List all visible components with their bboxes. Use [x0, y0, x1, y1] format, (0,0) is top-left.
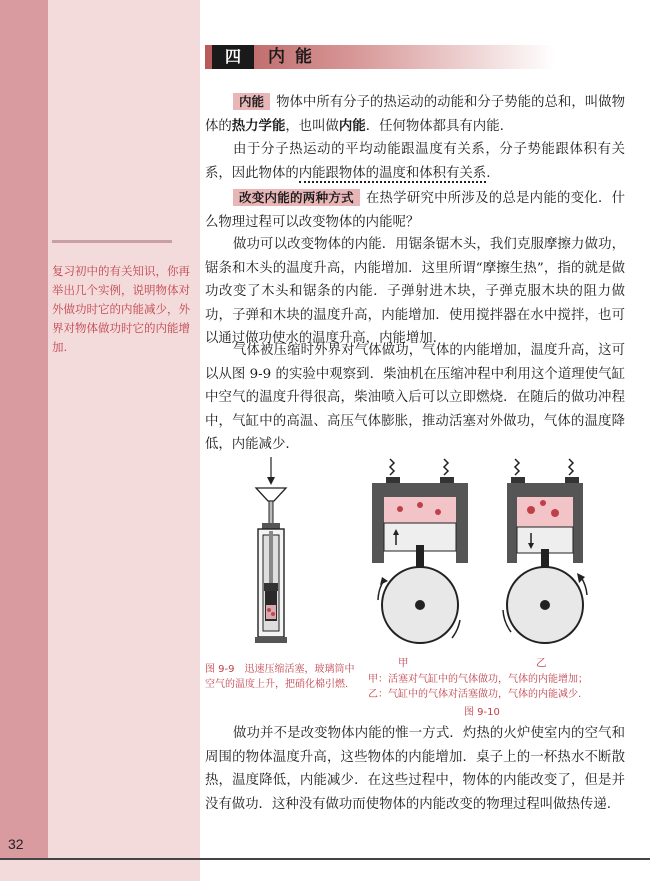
- figure-9-10-label: 图 9-10: [464, 707, 500, 718]
- paragraph-two-ways: 改变内能的两种方式 在热学研究中所涉及的总是内能的变化．什么物理过程可以改变物体的内能呢？: [205, 190, 625, 230]
- term-thermodynamic-energy: 热力学能: [231, 117, 286, 134]
- keyword-internal-energy: 内能: [233, 93, 270, 110]
- emphasized-statement: 内能跟物体的温度和体积有关系: [298, 165, 487, 181]
- paragraph-heat-transfer: 做功并不是改变物体内能的惟一方式．灼热的火炉使室内的空气和周围的物体温度升高，这些物体的内能增加．桌子上的一杯热水不断散热，温度降低，内能减少．在这些过程中，物体的内能改变了，但是并没有做功．这种没有做功而使物体的内能改变的物理过程叫做热传递.: [205, 726, 625, 812]
- figure-9-10-caption-2: 乙：气缸中的气体对活塞做功，气体的内能减少.: [368, 689, 582, 700]
- sidebar-rule: [52, 240, 172, 243]
- page-edge-band: [0, 0, 48, 860]
- label-yi: 乙: [536, 657, 547, 669]
- paragraph-work: 做功可以改变物体的内能．用锯条锯木头，我们克服摩擦力做功，锯条和木头的温度升高，内能增加．这里所谓“摩擦生热”，指的就是做功改变了木头和锯条的内能．子弹射进木块，子弹克服木块的阻力做功，子弹和木块的温度升高，内能增加．使用搅拌器在水中搅拌，也可以通过做功使水的温度升高，内能增加.: [205, 237, 625, 346]
- paragraph-compression: 气体被压缩时外界对气体做功，气体的内能增加，温度升高，这可以从图 9-9 的实验中观察到．柴油机在压缩冲程中利用这个道理使气缸中空气的温度升得很高，柴油喷入后可以立即燃烧．在随后的做功冲程中，气缸中的高温、高压气体膨胀，推动活塞对外做功，气体的温度降低，内能减少.: [205, 343, 625, 452]
- section-header-bar: [205, 45, 555, 69]
- label-jia: 甲: [398, 657, 409, 669]
- figure-9-9-caption: 图 9-9 迅速压缩活塞，玻璃筒中空气的温度上升，把硝化棉引燃.: [205, 664, 355, 690]
- section-title: 内能: [268, 47, 322, 67]
- sidebar-note: 复习初中的有关知识，你再举出几个实例，说明物体对外做功时它的内能减少，外界对物体做功时它的内能增加.: [52, 264, 190, 354]
- keyword-two-ways: 改变内能的两种方式: [233, 189, 360, 206]
- page-number: 32: [8, 836, 24, 852]
- engine-power-stroke-figure: [485, 455, 605, 650]
- paragraph-definition: 内能 物体中所有分子的热运动的动能和分子势能的总和，叫做物体的热力学能，也叫做内能．任何物体都具有内能.: [205, 94, 625, 134]
- paragraph-dependence: 由于分子热运动的平均动能跟温度有关系，分子势能跟体积有关系，因此物体的内能跟物体的温度和体积有关系.: [205, 142, 625, 181]
- term-internal-energy: 内能: [338, 117, 366, 134]
- section-number: 四: [212, 45, 254, 69]
- engine-compression-figure: [360, 455, 480, 650]
- fire-syringe-figure: [238, 455, 308, 655]
- figure-9-10-caption-1: 甲：活塞对气缸中的气体做功，气体的内能增加；: [368, 674, 588, 685]
- bottom-rule: [0, 858, 650, 860]
